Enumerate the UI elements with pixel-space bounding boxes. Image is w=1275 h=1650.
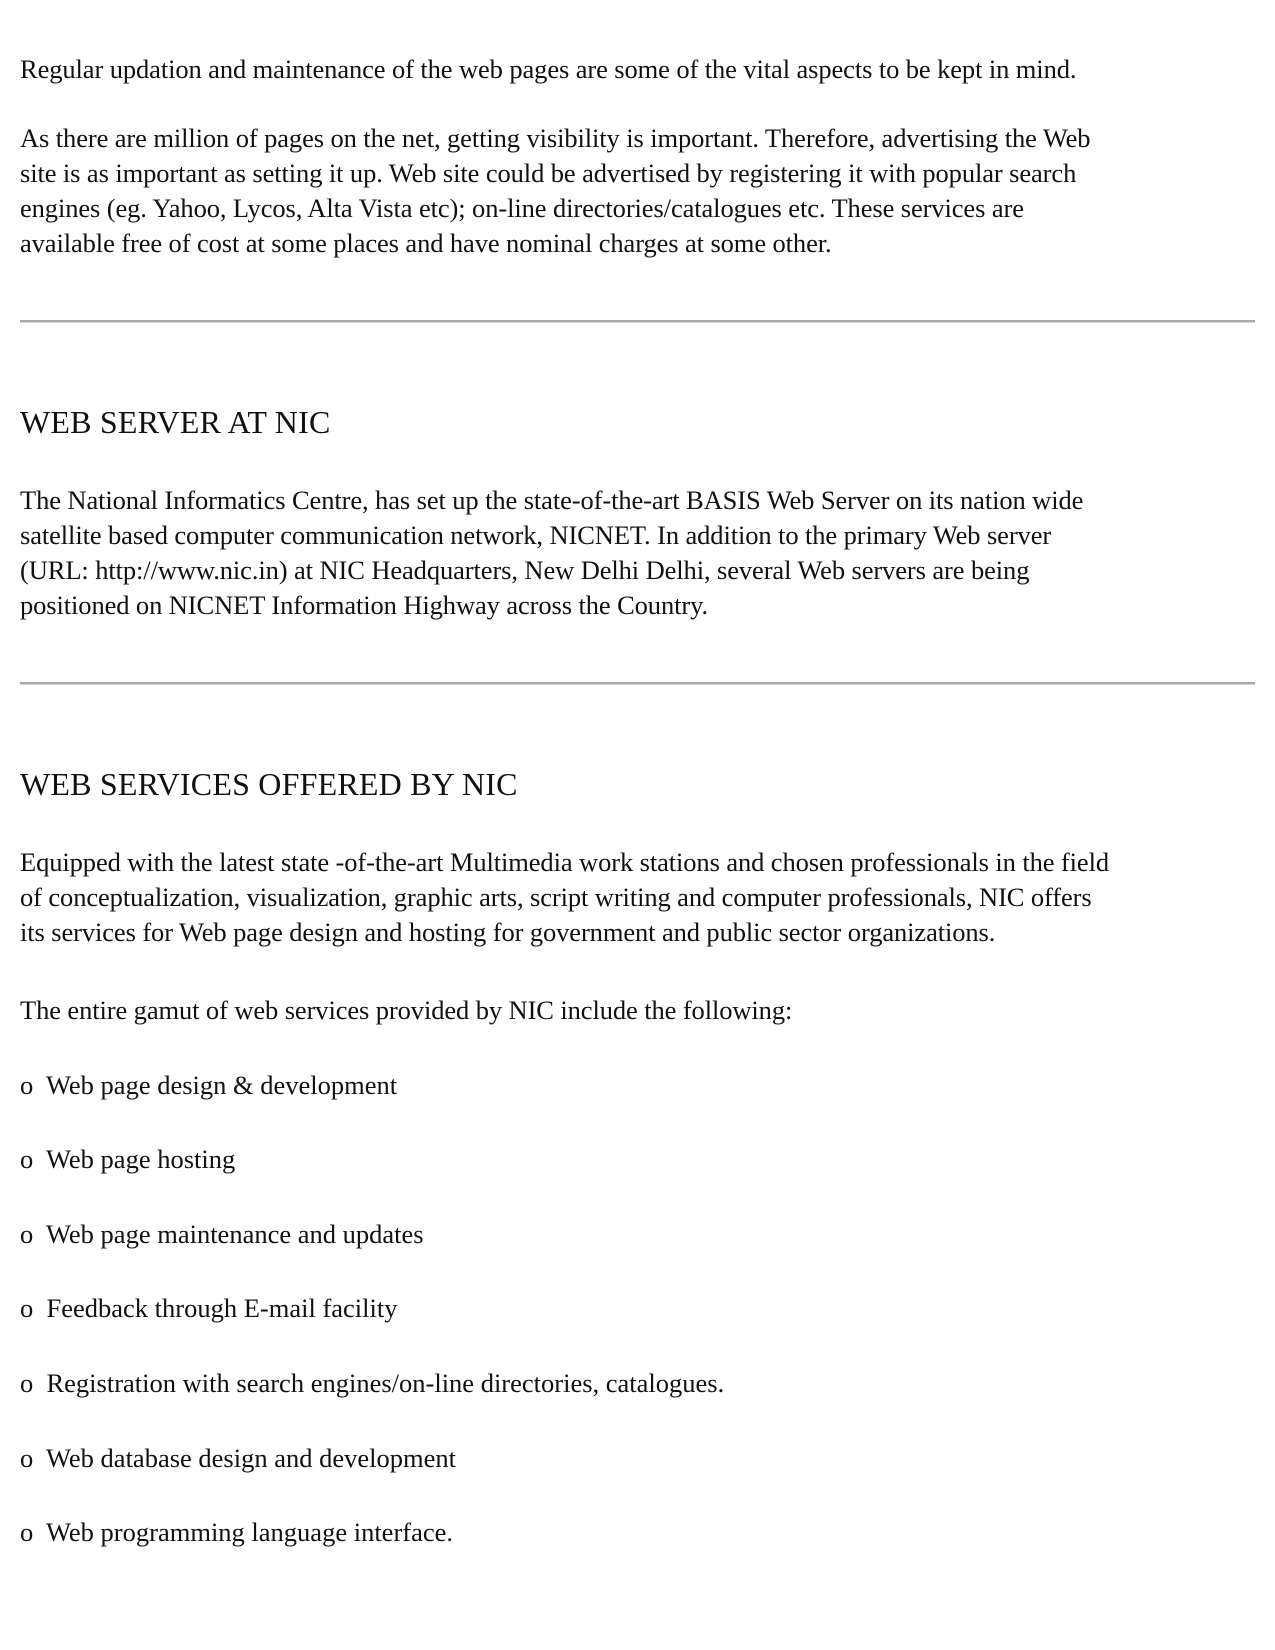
paragraph-line: (URL: http://www.nic.in) at NIC Headquarters, New Delhi Delhi, several Web servers are being (20, 555, 1030, 585)
section-heading-web-server: WEB SERVER AT NIC (20, 404, 331, 440)
bullet-marker: o (20, 1443, 40, 1473)
list-item (20, 1142, 235, 1177)
paragraph-line: positioned on NICNET Information Highway across the Country. (20, 590, 709, 620)
bullet-marker: o (20, 1144, 40, 1174)
list-item (20, 1217, 424, 1252)
list-item-text: Web programming language interface. (46, 1517, 454, 1547)
paragraph-line: engines (eg. Yahoo, Lycos, Alta Vista etc); on-line directories/catalogues etc. These services are (20, 193, 1024, 223)
paragraph-line: satellite based computer communication network, NICNET. In addition to the primary Web server (20, 520, 1052, 550)
list-item-text: Web page hosting (46, 1144, 236, 1174)
bullet-marker: o (20, 1219, 40, 1249)
bullet-marker: o (20, 1070, 40, 1100)
intro-paragraph-1: Regular updation and maintenance of the web pages are some of the vital aspects to be kept in mind. (20, 54, 1077, 84)
bullet-marker: o (20, 1293, 40, 1323)
list-item-text: Web page design & development (46, 1070, 398, 1100)
paragraph-line: available free of cost at some places and have nominal charges at some other. (20, 228, 832, 258)
paragraph-line: its services for Web page design and hosting for government and public sector organizations. (20, 917, 996, 947)
bullet-marker: o (20, 1517, 40, 1547)
list-item (20, 1515, 453, 1550)
list-item-text: Web database design and development (46, 1443, 456, 1473)
list-item-text: Registration with search engines/on-line directories, catalogues. (46, 1368, 725, 1398)
list-item (20, 1068, 397, 1103)
horizontal-rule (20, 682, 1255, 685)
list-item (20, 1366, 724, 1401)
paragraph-line: of conceptualization, visualization, graphic arts, script writing and computer professionals, NIC offers (20, 882, 1092, 912)
services-list-intro: The entire gamut of web services provided by NIC include the following: (20, 995, 793, 1025)
horizontal-rule (20, 320, 1255, 323)
paragraph-line: As there are million of pages on the net, getting visibility is important. Therefore, advertising the Web (20, 123, 1091, 153)
paragraph-line: site is as important as setting it up. Web site could be advertised by registering it with popular search (20, 158, 1077, 188)
list-item-text: Web page maintenance and updates (46, 1219, 424, 1249)
list-item (20, 1441, 456, 1476)
list-item (20, 1291, 398, 1326)
bullet-marker: o (20, 1368, 40, 1398)
section-heading-web-services: WEB SERVICES OFFERED BY NIC (20, 766, 518, 802)
paragraph-line: The National Informatics Centre, has set up the state-of-the-art BASIS Web Server on its nation wide (20, 485, 1084, 515)
intro-paragraph-2 (20, 121, 1090, 261)
list-item-text: Feedback through E-mail facility (46, 1293, 398, 1323)
web-services-paragraph (20, 845, 1109, 950)
web-server-paragraph (20, 483, 1083, 623)
paragraph-line: Equipped with the latest state -of-the-art Multimedia work stations and chosen professionals in the field (20, 847, 1109, 877)
